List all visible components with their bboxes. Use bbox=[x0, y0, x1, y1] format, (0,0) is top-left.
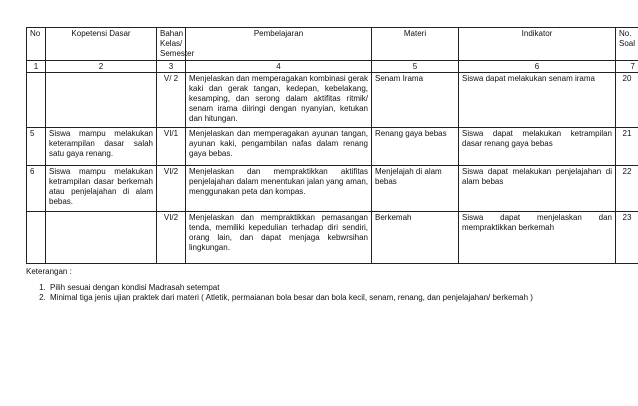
row-kompetensi-dasar bbox=[46, 73, 157, 128]
row-kelas-semester: VI/2 bbox=[157, 166, 186, 212]
row-no-soal: 21 bbox=[616, 128, 638, 166]
keterangan-title: Keterangan : bbox=[26, 267, 72, 276]
header-no-soal: No. Soal bbox=[616, 28, 638, 61]
row-no bbox=[27, 212, 46, 264]
column-number: 3 bbox=[157, 61, 186, 73]
column-number: 2 bbox=[46, 61, 157, 73]
column-number: 7 bbox=[616, 61, 638, 73]
column-number-row bbox=[27, 61, 638, 73]
row-kompetensi-dasar: Siswa mampu melakukan ketrampilan dasar berkemah atau penjelajahan di alam bebas. bbox=[46, 166, 157, 212]
row-pembelajaran: Menjelaskan dan memperagakan ayunan tangan, ayunan kaki, pengambilan nafas dalam renang gaya bebas. bbox=[186, 128, 372, 166]
column-number: 5 bbox=[372, 61, 459, 73]
row-no-soal: 20 bbox=[616, 73, 638, 128]
row-no-soal: 22 bbox=[616, 166, 638, 212]
row-pembelajaran: Menjelaskan dan memperagakan kombinasi gerak kaki dan gerak tangan, kedepan, kebelakang, kesamping, dan serong dalam aktifitas ritmik/ senam irama diiringi dengan nyanyian, ketukan dan hitungan. bbox=[186, 73, 372, 128]
row-no: 5 bbox=[27, 128, 46, 166]
column-number: 6 bbox=[459, 61, 616, 73]
row-no: 6 bbox=[27, 166, 46, 212]
header-pembelajaran: Pembelajaran bbox=[186, 28, 372, 61]
keterangan-list bbox=[26, 283, 533, 303]
row-materi: Menjelajah di alam bebas bbox=[372, 166, 459, 212]
row-kelas-semester: V/ 2 bbox=[157, 73, 186, 128]
kisi-kisi-table bbox=[26, 27, 638, 264]
header-bahan-kelas-semester: Bahan Kelas/ Semester bbox=[157, 28, 186, 61]
row-pembelajaran: Menjelaskan dan mempraktikkan aktifitas penjelajahan dalam menentukan jalan yang aman, menggunakan peta dan kompas. bbox=[186, 166, 372, 212]
table-row bbox=[27, 212, 638, 264]
row-materi: Senam Irama bbox=[372, 73, 459, 128]
keterangan-item: 2. Minimal tiga jenis ujian praktek dari materi ( Atletik, permaianan bola besar dan bola kecil, senam, renang, dan penjelajahan/ berkemah ) bbox=[48, 293, 533, 303]
row-indikator: Siswa dapat melakukan senam irama bbox=[459, 73, 616, 128]
row-pembelajaran: Menjelaskan dan mempraktikkan pemasangan tenda, memiliki kepedulian terhadap diri sendiri, orang lain, dan dapat menjaga kebwrsihan lingkungan. bbox=[186, 212, 372, 264]
row-materi: Renang gaya bebas bbox=[372, 128, 459, 166]
row-indikator: Siswa dapat melakukan ketrampilan dasar renang gaya bebas bbox=[459, 128, 616, 166]
header-no: No bbox=[27, 28, 46, 61]
row-kelas-semester: VI/2 bbox=[157, 212, 186, 264]
row-kompetensi-dasar: Siswa mampu melakukan keterampilan dasar salah satu gaya renang. bbox=[46, 128, 157, 166]
table-row bbox=[27, 73, 638, 128]
row-indikator: Siswa dapat menjelaskan dan mempraktikkan berkemah bbox=[459, 212, 616, 264]
header-materi: Materi bbox=[372, 28, 459, 61]
row-no-soal: 23 bbox=[616, 212, 638, 264]
row-kompetensi-dasar bbox=[46, 212, 157, 264]
header-kompetensi-dasar: Kopetensi Dasar bbox=[46, 28, 157, 61]
header-row bbox=[27, 28, 638, 61]
table-row bbox=[27, 128, 638, 166]
row-no bbox=[27, 73, 46, 128]
column-number: 1 bbox=[27, 61, 46, 73]
keterangan-section bbox=[26, 267, 533, 303]
column-number: 4 bbox=[186, 61, 372, 73]
table-row bbox=[27, 166, 638, 212]
row-kelas-semester: VI/1 bbox=[157, 128, 186, 166]
row-materi: Berkemah bbox=[372, 212, 459, 264]
keterangan-item: 1. Pilih sesuai dengan kondisi Madrasah setempat bbox=[48, 283, 533, 293]
header-indikator: Indikator bbox=[459, 28, 616, 61]
row-indikator: Siswa dapat melakukan penjelajahan di alam bebas bbox=[459, 166, 616, 212]
